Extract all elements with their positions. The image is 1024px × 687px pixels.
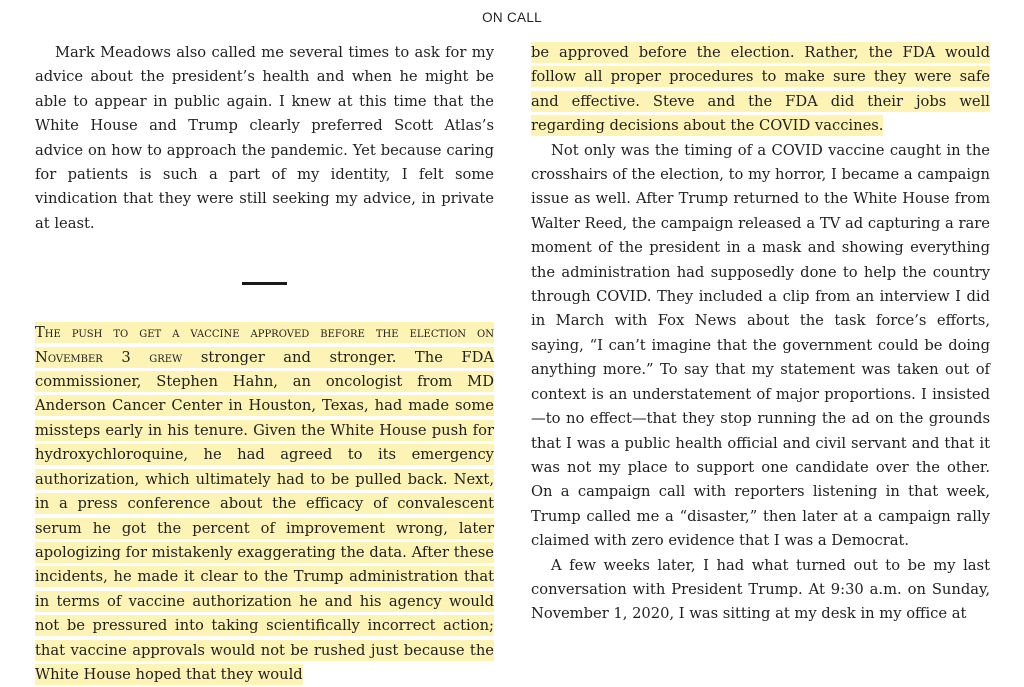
paragraph: Not only was the timing of a COVID vaccine caught in the crosshairs of the election, to my horror, I became a campaign issue as well. After Trump returned to the White House from Walter Reed, the campaign released a TV ad capturing a rare moment of the president in a mask and showing everything the administration had supposedly done to help the country through COVID. They included a clip from an interview I did in March with Fox News about the task force’s efforts, saying, “I can’t imagine that the government could be doing anything more.” To say that my statement was taken out of context is an understatement of major proportions. I insisted—to no effect—that they stop running the ad on the grounds that I was a public health official and civil servant and that it was not my place to support one candidate over the other. On a campaign call with reporters listening in that week, Trump called me a “disaster,” then later at a campaign rally claimed with zero evidence that I was a Democrat. [531, 141, 990, 550]
running-header: ON CALL [482, 10, 542, 25]
right-column [531, 41, 990, 627]
left-column [35, 41, 494, 687]
small-caps-lead-in: The push to get a vaccine approved before the election on November 3 grew [35, 324, 494, 366]
section-break [242, 282, 287, 285]
paragraph: A few weeks later, I had what turned out to be my last conversation with President Trump. At 9:30 a.m. on Sunday, November 1, 2020, I was sitting at my desk in my office at [531, 556, 990, 623]
highlighted-paragraph[interactable] [531, 41, 990, 139]
highlighted-text: be approved before the election. Rather, the FDA would follow all proper procedures to make sure they were safe and effective. Steve and the FDA did their jobs well regarding decisions about the COVID vaccines. [531, 44, 990, 135]
highlighted-paragraph[interactable] [35, 321, 494, 687]
highlighted-text: stronger and stronger. The FDA commissioner, Stephen Hahn, an oncologist from MD Anderson Cancer Center in Houston, Texas, had made some missteps early in his tenure. Given the White House push for hydroxychloroquine, he had agreed to its emergency authorization, which ultimately had to be pulled back. Next, in a press conference about the efficacy of convalescent serum he got the percent of improvement wrong, later apologizing for mistakenly exaggerating the data. After these incidents, he made it clear to the Trump administration that in terms of vaccine authorization he and his agency would not be pressured into taking scientifically incorrect action; that vaccine approvals would not be rushed just because the White House hoped that they would [35, 348, 494, 683]
paragraph: Mark Meadows also called me several times to ask for my advice about the president’s health and when he might be able to appear in public again. I knew at this time that the White House and Trump clearly preferred Scott Atlas’s advice on how to approach the pandemic. Yet because caring for patients is such a part of my identity, I felt some vindication that they were still seeking my advice, in private at least. [35, 44, 494, 232]
